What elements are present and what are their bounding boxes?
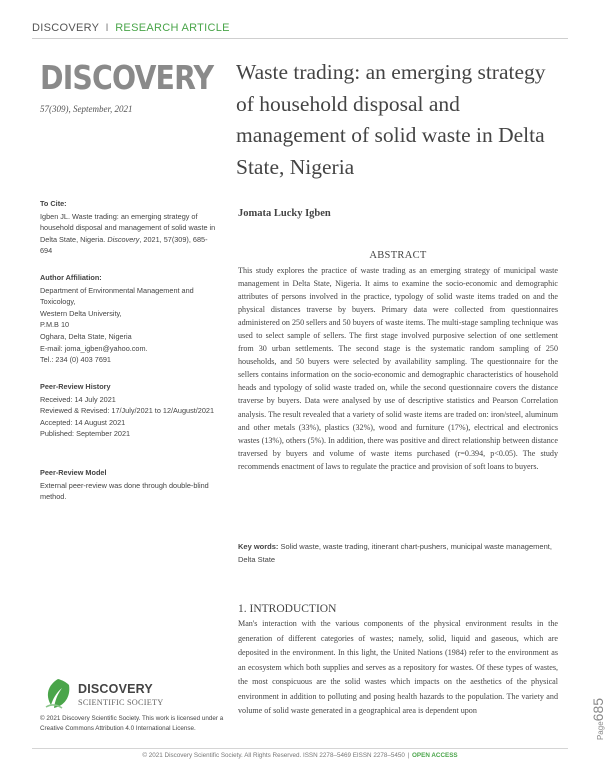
history-line: Received: 14 July 2021 [40,394,116,404]
footer-copyright: © 2021 Discovery Scientific Society. All Rights Reserved. ISSN 2278–5469 EISSN 2278–5450 [142,752,405,759]
introduction-text: Man's interaction with the various components of the physical environment results in the generation of different categories of wastes; namely, solid, liquid and gaseous, which are deposited in the environment. In this light, the United Nations (1984) refer to the environment as an ecosystem which both supplies and serves as a repository for wastes. Of these types of wastes, the most conspicuous are the solid wastes which impacts on the aesthetics of the physical environment in addition to polluting and posing health hazards to the population. The variety and volume of solid waste generated in a geographical area is dependent upon [238,619,558,716]
peer-review-model-block [40,467,218,503]
abstract-heading: ABSTRACT [369,250,427,261]
journal-name: DISCOVERY [32,22,100,34]
history-line: Reviewed & Revised: 17/July/2021 to 12/August/2021 [40,406,215,416]
article-type: RESEARCH ARTICLE [115,22,230,34]
footer-separator: | [407,752,410,759]
license-text[interactable]: © 2021 Discovery Scientific Society. This work is licensed under a Creative Commons Attribution 4.0 International License. [40,715,224,732]
history-line: Published: September 2021 [40,429,131,439]
affiliation-email[interactable]: E-mail: joma_igben@yahoo.com. [40,343,148,353]
publisher-subtitle: SCIENTIFIC SOCIETY [78,698,164,707]
page-footer [0,752,600,759]
footer-divider [32,748,568,749]
citation-label: To Cite: [40,199,67,208]
affiliation-line: Western Delta University, [40,308,122,318]
peer-review-history-block [40,381,218,440]
affiliation-line: Department of Environmental Management and Toxicology, [40,285,194,307]
affiliation-label: Author Affiliation: [40,273,102,282]
affiliation-block [40,272,218,366]
citation-main: Igben JL. Waste trading: an emerging strategy of household disposal and management of solid waste in Delta State, Nigeria. [40,211,216,244]
leaf-logo-icon [42,677,74,711]
peer-review-model-label: Peer-Review Model [40,468,107,477]
header-separator: I [105,22,109,34]
introduction-heading: 1. INTRODUCTION [238,603,337,615]
keywords-text: Solid waste, waste trading, itinerant chart-pushers, municipal waste management, Delta State [238,542,552,564]
journal-wordmark: DISCOVERY [40,58,214,97]
page-number [590,698,608,740]
open-access-label: OPEN ACCESS [412,752,458,759]
history-line: Accepted: 14 August 2021 [40,417,126,427]
publisher-name: DISCOVERY [78,682,153,696]
citation-block [40,198,218,257]
affiliation-line: P.M.B 10 [40,320,70,330]
affiliation-line: Oghara, Delta State, Nigeria [40,331,132,341]
affiliation-phone: Tel.: 234 (0) 403 7691 [40,355,111,365]
page-number-value: 685 [590,697,607,722]
header-divider [32,38,568,39]
issue-info: 57(309), September, 2021 [40,104,133,114]
peer-review-model-text: External peer-review was done through double-blind method. [40,480,209,502]
keywords-label: Key words: [238,542,279,551]
abstract-text: This study explores the practice of waste trading as an emerging strategy of municipal waste management in Delta State, Nigeria. It aims to examine the socio-economic and demographic attributes of persons involved in the practice, typology of solid waste items traded on and the physical distances traverse by buyers. Primary data were collected from questionnaires administered on 250 sellers and 50 buyers of waste items. The multi-stage sampling technique was used to select sample of sellers. The first stage involved purposive selection of one settlement from 30 urban settlements. The second stage is the systematic random sampling of 250 households, and 50 buyers were selected by availability sampling. The questionnaire for the sellers contains information on the socio-economic and demographic characteristics of household heads and typology of solid waste traded on, while the second questionnaire covers the distance traverse by buyers. Data were analysed by use of descriptive statistics and Pearson Correlation analysis. The result revealed that a variety of solid waste items are traded on: iron/steel, aluminum and other metals (33%), plastics (32%), wood and furniture (17%), electrical and electronics wastes (13%), others (5%). In addition, there was positive and direct relationship between distance traversed by buyers and volume of waste items purchased (r=0.394, p<0.05). The study recommends enactment of laws to regulate the practice and provision of soft loans to buyers. [238,266,558,471]
article-title: Waste trading: an emerging strategy of household disposal and management of solid waste in Delta State, Nigeria [236,60,546,179]
author-name: Jomata Lucky Igben [238,208,331,219]
journal-header [32,22,230,34]
page-word: Page [596,721,606,741]
keywords [238,540,558,566]
citation-journal: Discovery [107,234,140,244]
peer-review-history-label: Peer-Review History [40,382,111,391]
citation-volume: , 2021, 57(309), 685-694 [40,234,208,256]
citation-text [40,211,218,257]
